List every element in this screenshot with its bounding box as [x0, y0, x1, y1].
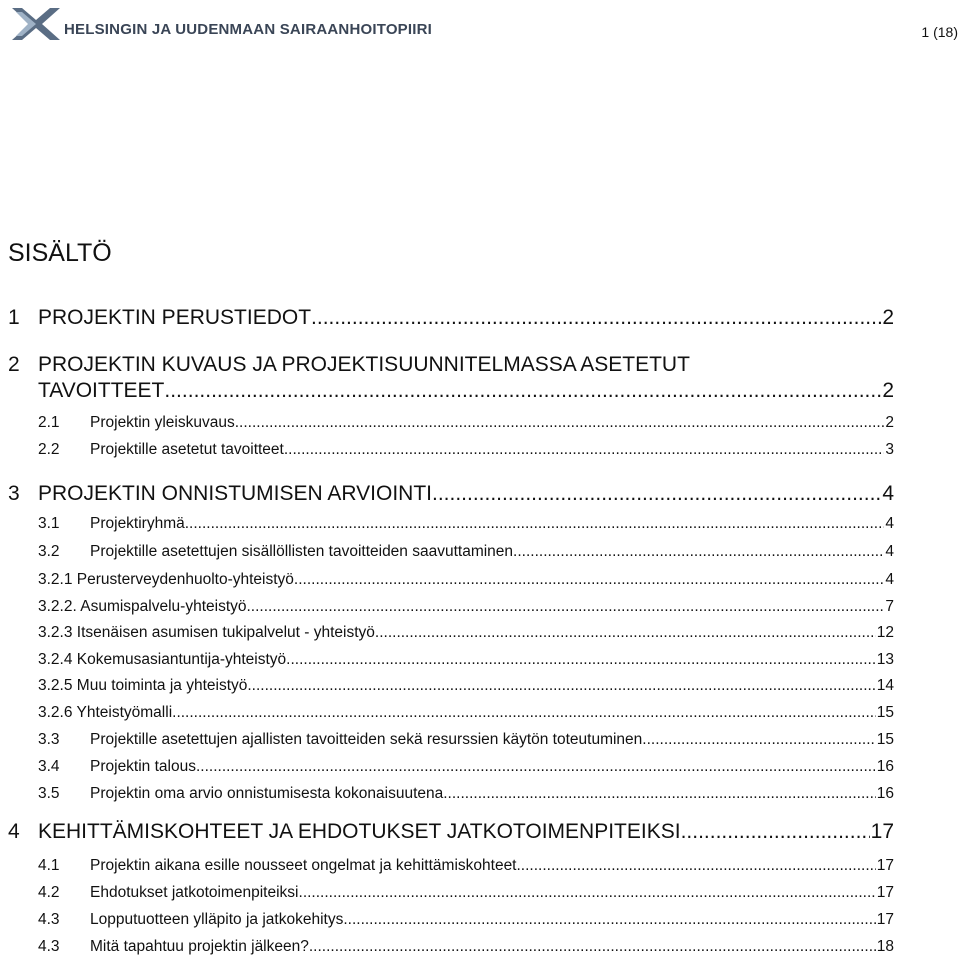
toc-entry-3-2[interactable]: 3.2 Projektille asetettujen sisällöllisten tavoitteiden saavuttaminen ..... 4 — [0, 543, 894, 561]
organization-name: HELSINGIN JA UUDENMAAN SAIRAANHOITOPIIRI — [64, 21, 433, 38]
toc-entry-3-2-6[interactable]: 3.2.6 Yhteistyömalli ..... 15 — [0, 704, 894, 722]
toc-entry-3-3[interactable]: 3.3 Projektille asetettujen ajallisten tavoitteiden sekä resurssien käytön toteutuminen ..... 15 — [0, 731, 894, 749]
toc-entry-3-2-2[interactable]: 3.2.2. Asumispalvelu-yhteistyö ..... 7 — [0, 598, 894, 616]
toc-entry-3[interactable]: 3 PROJEKTIN ONNISTUMISEN ARVIOINTI ..... 4 — [0, 482, 894, 506]
toc-entry-1[interactable]: 1 PROJEKTIN PERUSTIEDOT ..... 2 — [0, 306, 894, 330]
toc-entry-3-5[interactable]: 3.5 Projektin oma arvio onnistumisesta kokonaisuutena ..... 16 — [0, 785, 894, 803]
toc-entry-4-4[interactable]: 4.3 Mitä tapahtuu projektin jälkeen? ..... 18 — [0, 938, 894, 956]
toc-entry-3-1[interactable]: 3.1 Projektiryhmä ..... 4 — [0, 515, 894, 533]
toc-entry-2-line1[interactable]: 2 PROJEKTIN KUVAUS JA PROJEKTISUUNNITELMASSA ASETETUT — [8, 353, 690, 376]
toc-entry-4-1[interactable]: 4.1 Projektin aikana esille nousseet ongelmat ja kehittämiskohteet ..... 17 — [0, 857, 894, 875]
hus-cross-logo-icon — [6, 4, 66, 44]
toc-entry-3-2-4[interactable]: 3.2.4 Kokemusasiantuntija-yhteistyö ..... 13 — [0, 651, 894, 669]
toc-entry-4-2[interactable]: 4.2 Ehdotukset jatkotoimenpiteiksi ..... 17 — [0, 884, 894, 902]
toc-entry-3-4[interactable]: 3.4 Projektin talous ..... 16 — [0, 758, 894, 776]
toc-entry-4[interactable]: 4 KEHITTÄMISKOHTEET JA EHDOTUKSET JATKOTOIMENPITEIKSI ..... 17 — [0, 820, 894, 844]
toc-entry-3-2-1[interactable]: 3.2.1 Perusterveydenhuolto-yhteistyö ..... 4 — [0, 571, 894, 589]
toc-entry-3-2-5[interactable]: 3.2.5 Muu toiminta ja yhteistyö ..... 14 — [0, 677, 894, 695]
toc-entry-2[interactable]: TAVOITTEET ..... 2 — [0, 379, 894, 403]
toc-entry-4-3[interactable]: 4.3 Lopputuotteen ylläpito ja jatkokehitys ..... 17 — [0, 911, 894, 929]
toc-title: SISÄLTÖ — [8, 239, 112, 267]
toc-entry-2-1[interactable]: 2.1 Projektin yleiskuvaus ..... 2 — [0, 414, 894, 432]
toc-entry-3-2-3[interactable]: 3.2.3 Itsenäisen asumisen tukipalvelut - yhteistyö ..... 12 — [0, 624, 894, 642]
page-number: 1 (18) — [921, 24, 958, 40]
toc-entry-2-2[interactable]: 2.2 Projektille asetetut tavoitteet ..... 3 — [0, 441, 894, 459]
